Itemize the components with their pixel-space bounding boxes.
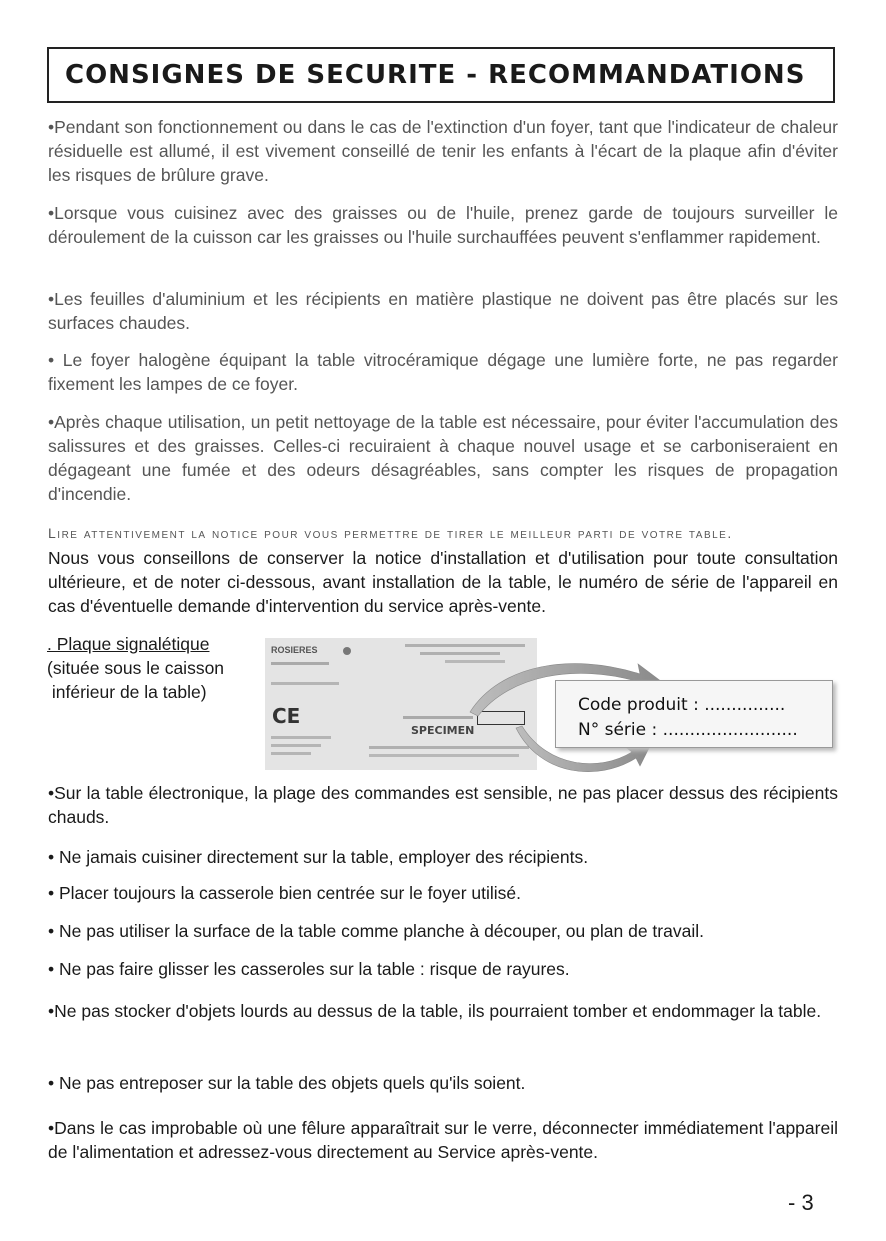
usage-paragraph-crack: •Dans le cas improbable où une fêlure apparaîtrait sur le verre, déconnecter immédiatement l'appareil de l'alimentation et adressez-vous directement au Service après-vente. — [48, 1118, 838, 1162]
usage-paragraph-cutting: • Ne pas utiliser la surface de la table comme planche à découper, ou plan de travail. — [48, 921, 704, 941]
safety-paragraph-cleaning: •Après chaque utilisation, un petit nettoyage de la table est nécessaire, pour éviter l'accumulation des salissures et des graisses. Celles-ci recuiraient à chaque nouvel usage et se carboniseraient en dégageant une fumée et des odeurs désagréables, sans compter les risques de propagation d'incendie. — [48, 412, 838, 504]
usage-paragraph-controls: •Sur la table électronique, la plage des commandes est sensible, ne pas placer dessus des récipients chauds. — [48, 783, 838, 827]
specimen-stamp: SPECIMEN — [411, 724, 475, 737]
plate-brand-logo: ROSIERES — [271, 645, 318, 655]
usage-paragraph-objects: • Ne pas entreposer sur la table des objets quels qu'ils soient. — [48, 1073, 526, 1093]
serial-number-field: N° série : ......................... — [578, 720, 798, 740]
usage-paragraph-storage: •Ne pas stocker d'objets lourds au dessus de la table, ils pourraient tomber et endommager la table. — [48, 1001, 822, 1021]
safety-paragraph-oil: •Lorsque vous cuisinez avec des graisses ou de l'huile, prenez garde de toujours surveiller le déroulement de la cuisson car les graisses ou l'huile surchauffées peuvent s'enflammer rapidement. — [48, 203, 838, 247]
safety-paragraph-aluminium: •Les feuilles d'aluminium et les récipients en matière plastique ne doivent pas être placés sur les surfaces chaudes. — [48, 289, 838, 333]
page-number: - 3 — [788, 1190, 814, 1215]
plaque-location-line1: (située sous le caisson — [47, 658, 225, 678]
notice-heading: Lire attentivement la notice pour vous permettre de tirer le meilleur parti de votre table. — [48, 525, 733, 541]
plaque-location-line2: inférieur de la table) — [47, 682, 207, 702]
notice-text: Nous vous conseillons de conserver la notice d'installation et d'utilisation pour toute consultation ultérieure, et de noter ci-dessous, avant installation de la table, le numéro de série de l'appareil en cas d'éventuelle demande d'intervention du service après-vente. — [48, 548, 838, 616]
plaque-title: . Plaque signalétique — [47, 634, 210, 654]
page-title: CONSIGNES DE SECURITE - RECOMMANDATIONS — [65, 60, 806, 90]
usage-paragraph-centering: • Placer toujours la casserole bien centrée sur le foyer utilisé. — [48, 883, 522, 903]
safety-paragraph-halogen: • Le foyer halogène équipant la table vitrocéramique dégage une lumière forte, ne pas regarder fixement les lampes de ce foyer. — [48, 350, 838, 394]
safety-paragraph-heat: •Pendant son fonctionnement ou dans le cas de l'extinction d'un foyer, tant que l'indicateur de chaleur résiduelle est allumé, il est vivement conseillé de tenir les enfants à l'écart de la plaque afin d'éviter les risques de brûlure grave. — [48, 117, 838, 185]
product-code-field: Code produit : ............... — [578, 695, 786, 715]
ce-mark-icon: CE — [272, 704, 301, 728]
usage-paragraph-vessels: • Ne jamais cuisiner directement sur la table, employer des récipients. — [48, 847, 589, 867]
usage-paragraph-sliding: • Ne pas faire glisser les casseroles sur la table : risque de rayures. — [48, 959, 570, 979]
serial-code-card — [555, 680, 833, 748]
